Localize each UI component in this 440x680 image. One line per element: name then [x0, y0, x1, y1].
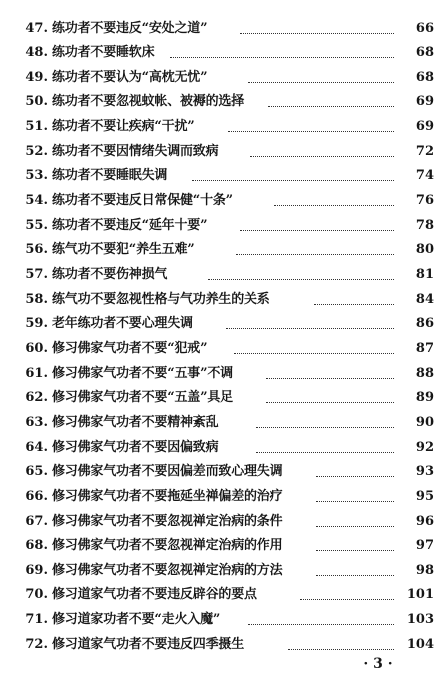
- toc-entry-number: 58.: [25, 292, 48, 307]
- toc-entry-page: 72: [415, 144, 434, 159]
- toc-entry-page: 81: [415, 267, 434, 282]
- toc-entry: [22, 191, 436, 211]
- toc-entry-leader: [236, 253, 394, 255]
- toc-entry-number: 54.: [25, 193, 48, 208]
- toc-entry-title: 练气功不要犯“养生五难”: [52, 242, 195, 257]
- toc-entry-title: 练功者不要违反日常保健“十条”: [52, 193, 233, 208]
- toc-entry-title: 练功者不要睡软床: [52, 45, 155, 60]
- toc-entry: [22, 364, 436, 384]
- toc-entry-leader: [226, 327, 394, 329]
- toc-entry-page: 103: [406, 612, 434, 627]
- toc-entry-leader: [316, 525, 394, 527]
- toc-entry-leader: [314, 303, 394, 305]
- toc-entry: [22, 19, 436, 39]
- toc-entry-number: 64.: [25, 440, 48, 455]
- toc-entry-leader: [192, 179, 394, 181]
- toc-entry-page: 74: [415, 168, 434, 183]
- toc-entry-number: 60.: [25, 341, 48, 356]
- toc-entry-page: 68: [415, 70, 434, 85]
- toc-entry: [22, 512, 436, 532]
- toc-entry-title: 修习道家气功者不要违反辟谷的要点: [52, 587, 257, 602]
- toc-entry: [22, 388, 436, 408]
- toc-entry: [22, 536, 436, 556]
- toc-entry-leader: [268, 105, 394, 107]
- toc-entry-page: 78: [415, 218, 434, 233]
- toc-entry-title: 修习佛家气功者不要忽视禅定治病的作用: [52, 538, 283, 553]
- toc-entry-number: 59.: [25, 316, 48, 331]
- toc-entry-number: 57.: [25, 267, 48, 282]
- toc-entry-leader: [266, 377, 394, 379]
- toc-entry: [22, 610, 436, 630]
- toc-entry-title: 修习佛家气功者不要精神紊乱: [52, 415, 219, 430]
- toc-entry-title: 修习佛家气功者不要“犯戒”: [52, 341, 208, 356]
- page-number: · 3 ·: [363, 656, 393, 672]
- toc-entry-number: 66.: [25, 489, 48, 504]
- toc-entry-page: 69: [415, 94, 434, 109]
- toc-entry-page: 90: [415, 415, 434, 430]
- toc-entry-title: 修习佛家气功者不要因偏差而致心理失调: [52, 464, 283, 479]
- toc-entry: [22, 117, 436, 137]
- toc-entry-page: 80: [415, 242, 434, 257]
- toc-entry-title: 修习佛家气功者不要因偏致病: [52, 440, 219, 455]
- toc-entry-number: 56.: [25, 242, 48, 257]
- toc-entry-leader: [316, 475, 394, 477]
- toc-entry-leader: [274, 204, 394, 206]
- toc-entry-title: 修习道家气功者不要违反四季摄生: [52, 637, 245, 652]
- toc-entry-leader: [266, 401, 394, 403]
- toc-entry: [22, 314, 436, 334]
- toc-entry-number: 50.: [25, 94, 48, 109]
- toc-entry: [22, 166, 436, 186]
- toc-entry-title: 修习佛家气功者不要“五盖”具足: [52, 390, 233, 405]
- toc-entry-leader: [240, 229, 394, 231]
- toc-entry: [22, 290, 436, 310]
- toc-entry-title: 练功者不要睡眠失调: [52, 168, 168, 183]
- toc-entry: [22, 142, 436, 162]
- toc-entry-title: 修习佛家气功者不要拖延坐禅偏差的治疗: [52, 489, 283, 504]
- toc-entry-page: 66: [415, 21, 434, 36]
- toc-entry-page: 86: [415, 316, 434, 331]
- toc-entry-title: 修习佛家气功者不要“五事”不调: [52, 366, 233, 381]
- toc-entry-leader: [248, 623, 394, 625]
- toc-entry-number: 63.: [25, 415, 48, 430]
- toc-entry: [22, 487, 436, 507]
- toc-entry: [22, 413, 436, 433]
- toc-entry: [22, 438, 436, 458]
- toc-entry-number: 68.: [25, 538, 48, 553]
- toc-entry-leader: [250, 155, 394, 157]
- toc-entry-page: 88: [415, 366, 434, 381]
- toc-entry: [22, 92, 436, 112]
- toc-entry-page: 93: [415, 464, 434, 479]
- toc-entry-number: 67.: [25, 514, 48, 529]
- toc-entry-leader: [316, 500, 394, 502]
- toc-entry: [22, 68, 436, 88]
- toc-entry: [22, 561, 436, 581]
- toc-entry-title: 练功者不要伤神损气: [52, 267, 168, 282]
- toc-entry: [22, 462, 436, 482]
- toc-entry-number: 55.: [25, 218, 48, 233]
- toc-entry-number: 61.: [25, 366, 48, 381]
- toc-entry-title: 修习佛家气功者不要忽视禅定治病的条件: [52, 514, 283, 529]
- toc-entry-title: 练功者不要因情绪失调而致病: [52, 144, 219, 159]
- toc-entry-title: 练功者不要让疾病“干扰”: [52, 119, 195, 134]
- toc-entry: [22, 216, 436, 236]
- toc-entry-title: 练功者不要忽视蚊帐、被褥的选择: [52, 94, 245, 109]
- toc-entry-title: 练功者不要违反“安处之道”: [52, 21, 208, 36]
- toc-entry-number: 69.: [25, 563, 48, 578]
- toc-entry-number: 47.: [25, 21, 48, 36]
- toc-entry-page: 68: [415, 45, 434, 60]
- toc-entry-leader: [256, 451, 394, 453]
- toc-entry-number: 71.: [25, 612, 48, 627]
- toc-entry-number: 49.: [25, 70, 48, 85]
- toc-entry-page: 96: [415, 514, 434, 529]
- toc-entry-leader: [234, 352, 394, 354]
- toc-entry-number: 65.: [25, 464, 48, 479]
- toc-entry-number: 51.: [25, 119, 48, 134]
- toc-entry-page: 84: [415, 292, 434, 307]
- toc-entry-number: 53.: [25, 168, 48, 183]
- toc-entry-leader: [240, 32, 394, 34]
- toc-entry-page: 101: [406, 587, 434, 602]
- toc-entry-number: 62.: [25, 390, 48, 405]
- toc-entry-page: 69: [415, 119, 434, 134]
- toc-entry: [22, 43, 436, 63]
- toc-entry-page: 97: [415, 538, 434, 553]
- toc-entry-leader: [288, 648, 394, 650]
- toc-entry-leader: [170, 56, 394, 58]
- toc-entry-page: 104: [406, 637, 434, 652]
- toc-entry-title: 练功者不要认为“高枕无忧”: [52, 70, 208, 85]
- toc-entry-number: 72.: [25, 637, 48, 652]
- toc-entry-leader: [208, 278, 394, 280]
- toc-entry-number: 52.: [25, 144, 48, 159]
- toc-entry-page: 76: [415, 193, 434, 208]
- toc-entry-leader: [256, 426, 394, 428]
- toc-entry-title: 修习道家功者不要“走火入魔”: [52, 612, 221, 627]
- toc-entry: [22, 240, 436, 260]
- toc-entry: [22, 339, 436, 359]
- toc-entry-page: 95: [415, 489, 434, 504]
- toc-entry-page: 89: [415, 390, 434, 405]
- toc-entry-page: 87: [415, 341, 434, 356]
- toc-entry-leader: [316, 549, 394, 551]
- toc-entry-leader: [300, 598, 394, 600]
- toc-entry: [22, 265, 436, 285]
- toc-entry-leader: [228, 130, 394, 132]
- toc-entry: [22, 585, 436, 605]
- toc-entry-leader: [316, 574, 394, 576]
- toc-entry-number: 48.: [25, 45, 48, 60]
- toc-entry-title: 修习佛家气功者不要忽视禅定治病的方法: [52, 563, 283, 578]
- toc-entry-leader: [248, 81, 394, 83]
- toc-entry-page: 92: [415, 440, 434, 455]
- toc-entry-page: 98: [415, 563, 434, 578]
- toc-entry-title: 练气功不要忽视性格与气功养生的关系: [52, 292, 270, 307]
- toc-entry-number: 70.: [25, 587, 48, 602]
- toc-entry-title: 练功者不要违反“延年十要”: [52, 218, 208, 233]
- toc-entry-title: 老年练功者不要心理失调: [52, 316, 193, 331]
